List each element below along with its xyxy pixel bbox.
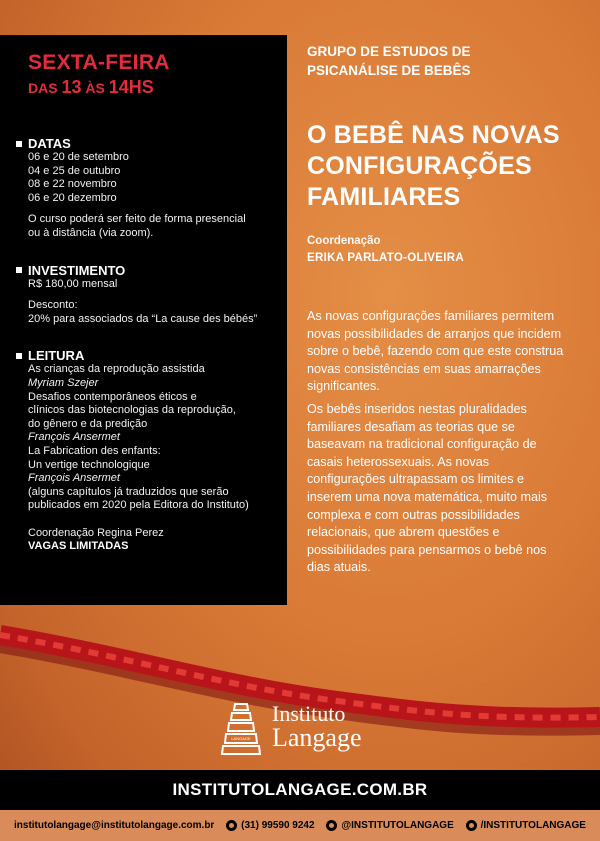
- website-url[interactable]: INSTITUTOLANGAGE.COM.BR: [0, 770, 600, 810]
- description-paragraph-2: Os bebês inseridos nestas pluralidades familiares desafiam as teorias que se baseavam na tradicional configuração de casais heterossexuais. As novas configurações ultrapassam os limites e inserem uma nova matemática, muito mais complexa e com outras possibilidades relacionais, que abrem questões e possibilidades para pensarmos o bebê nos dias atuais.: [307, 401, 548, 575]
- reading-line: do gênero e da predição: [28, 417, 148, 430]
- bullet-square-icon: [16, 353, 22, 359]
- reading-line: As crianças da reprodução assistida: [28, 363, 205, 376]
- info-panel: [0, 35, 287, 605]
- investimento-heading: INVESTIMENTO: [16, 263, 269, 278]
- reading-line: clínicos das biotecnologias da reprodução,: [28, 404, 236, 417]
- email-link[interactable]: institutolangage@institutolangage.com.br: [14, 820, 215, 831]
- description-paragraph-1: As novas configurações familiares permitem novas possibilidades de arranjos que incidem sobre o bebê, fazendo com que este construa novas consistências em suas amarrações significantes.: [307, 309, 564, 394]
- course-note: O curso poderá ser feito de forma presencial: [28, 213, 246, 226]
- description: [307, 308, 567, 582]
- price: R$ 180,00 mensal: [28, 277, 118, 290]
- coordination-label: Coordenação: [307, 235, 381, 247]
- datas-heading: DATAS: [16, 136, 269, 151]
- bullet-square-icon: [16, 267, 22, 273]
- logo-wordmark: Instituto Langage: [272, 701, 362, 752]
- vagas-limitadas: VAGAS LIMITADAS: [28, 540, 129, 553]
- discount-label: Desconto:: [28, 299, 78, 312]
- date-line: 04 e 25 de outubro: [28, 164, 121, 177]
- time-line: DAS 13 ÀS 14HS: [28, 77, 154, 97]
- reading-author: François Ansermet: [28, 472, 120, 485]
- date-line: 06 e 20 dezembro: [28, 191, 117, 204]
- bullet-square-icon: [16, 141, 22, 147]
- date-line: 06 e 20 de setembro: [28, 151, 129, 163]
- reading-line: Un vertige technologique: [28, 458, 150, 471]
- day-heading: SEXTA-FEIRA: [28, 51, 170, 74]
- instituto-langage-logo: [218, 698, 362, 756]
- leitura-heading: LEITURA: [16, 348, 269, 363]
- page-title: O BEBÊ NAS NOVAS CONFIGURAÇÕES FAMILIARES: [307, 121, 560, 211]
- reading-line: La Fabrication des enfants:: [28, 444, 161, 457]
- instagram-icon: [326, 820, 337, 831]
- course-note: ou à distância (via zoom).: [28, 226, 154, 239]
- discount-text: 20% para associados da “La cause des bébés”: [28, 312, 258, 325]
- contact-footer: [0, 810, 600, 841]
- reading-line: publicados em 2020 pela Editora do Instituto): [28, 499, 249, 512]
- coordinator-name: ERIKA PARLATO-OLIVEIRA: [307, 252, 464, 264]
- coordination-regina: Coordenação Regina Perez: [28, 526, 164, 539]
- reading-line: (alguns capítulos já traduzidos que serão: [28, 485, 229, 498]
- group-title: GRUPO DE ESTUDOS DE PSICANÁLISE DE BEBÊS: [307, 44, 471, 78]
- date-line: 08 e 22 novembro: [28, 178, 117, 191]
- facebook-item[interactable]: /INSTITUTOLANGAGE: [466, 820, 586, 831]
- instagram-item[interactable]: @INSTITUTOLANGAGE: [326, 820, 453, 831]
- reading-author: François Ansermet: [28, 431, 120, 444]
- phone-item[interactable]: (31) 99590 9242: [226, 820, 314, 831]
- facebook-icon: [466, 820, 477, 831]
- svg-text:LANGAGE: LANGAGE: [231, 736, 251, 741]
- reading-line: Desafios contemporâneos éticos e: [28, 390, 197, 403]
- tower-emblem-icon: [218, 698, 264, 756]
- reading-author: Myriam Szejer: [28, 376, 99, 389]
- whatsapp-icon: [226, 820, 237, 831]
